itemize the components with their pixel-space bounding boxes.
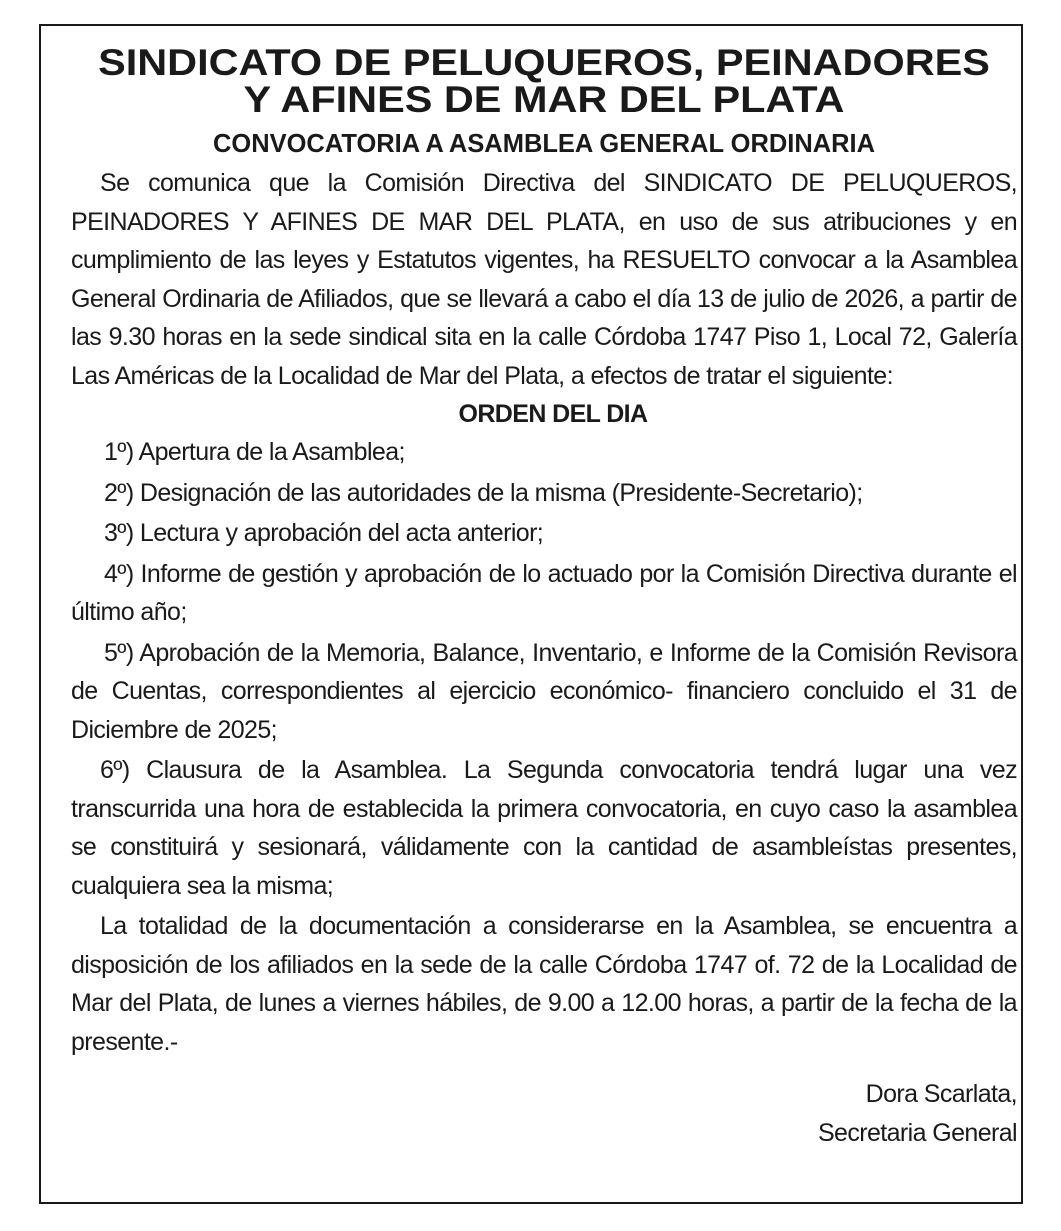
agenda-item-1: 1º) Apertura de la Asamblea; xyxy=(104,438,405,466)
notice-frame xyxy=(39,24,1023,1204)
agenda-item-4: 4º) Informe de gestión y aprobación de lo actuado por la Comisión Directiva durante el último año; xyxy=(71,559,1017,626)
agenda-item-6: 6º) Clausura de la Asamblea. La Segunda convocatoria tendrá lugar una vez transcurrida una hora de establecida la primera convocatoria, en cuyo caso la asamblea se constituirá y sesionará, válidamente con la cantidad de asambleístas presentes, cualquiera sea la misma; xyxy=(71,756,1017,900)
closing-paragraph: La totalidad de la documentación a considerarse en la Asamblea, se encuentra a disposición de los afiliados en la sede de la calle Córdoba 1747 of. 72 de la Localidad de Mar del Plata, de lunes a viernes hábiles, de 9.00 a 12.00 horas, a partir de la fecha de la presente.- xyxy=(71,912,1017,1056)
agenda-heading: ORDEN DEL DIA xyxy=(458,400,648,428)
title-line-1: SINDICATO DE PELUQUEROS, PEINADORES xyxy=(98,42,990,83)
notice-content xyxy=(71,44,1017,1152)
signature-name: Dora Scarlata, xyxy=(865,1080,1017,1108)
agenda-item-2: 2º) Designación de las autoridades de la misma (Presidente-Secretario); xyxy=(104,478,863,507)
notice-title xyxy=(14,44,1061,118)
intro-paragraph: Se comunica que la Comisión Directiva del SINDICATO DE PELUQUEROS, PEINADORES Y AFINES DE MAR DEL PLATA, en uso de sus atribuciones y en cumplimiento de las leyes y Estatutos vigentes, ha RESUELTO convocar a la Asamblea General Ordinaria de Afiliados, que se llevará a cabo el día 13 de julio de 2026, a partir de las 9.30 horas en la sede sindical sita en la calle Córdoba 1747 Piso 1, Local 72, Galería Las Américas de la Localidad de Mar del Plata, a efectos de tratar el siguiente: xyxy=(71,169,1017,390)
notice-subtitle: CONVOCATORIA A ASAMBLEA GENERAL ORDINARIA xyxy=(212,128,876,158)
agenda-item-3: 3º) Lectura y aprobación del acta anterior; xyxy=(104,519,544,547)
signature-role: Secretaria General xyxy=(817,1118,1017,1147)
title-line-2: Y AFINES DE MAR DEL PLATA xyxy=(243,79,845,120)
agenda-item-5: 5º) Aprobación de la Memoria, Balance, Inventario, e Informe de la Comisión Revisora de Cuentas, correspondientes al ejercicio económico- financiero concluido el 31 de Diciembre de 2025; xyxy=(71,638,1017,744)
